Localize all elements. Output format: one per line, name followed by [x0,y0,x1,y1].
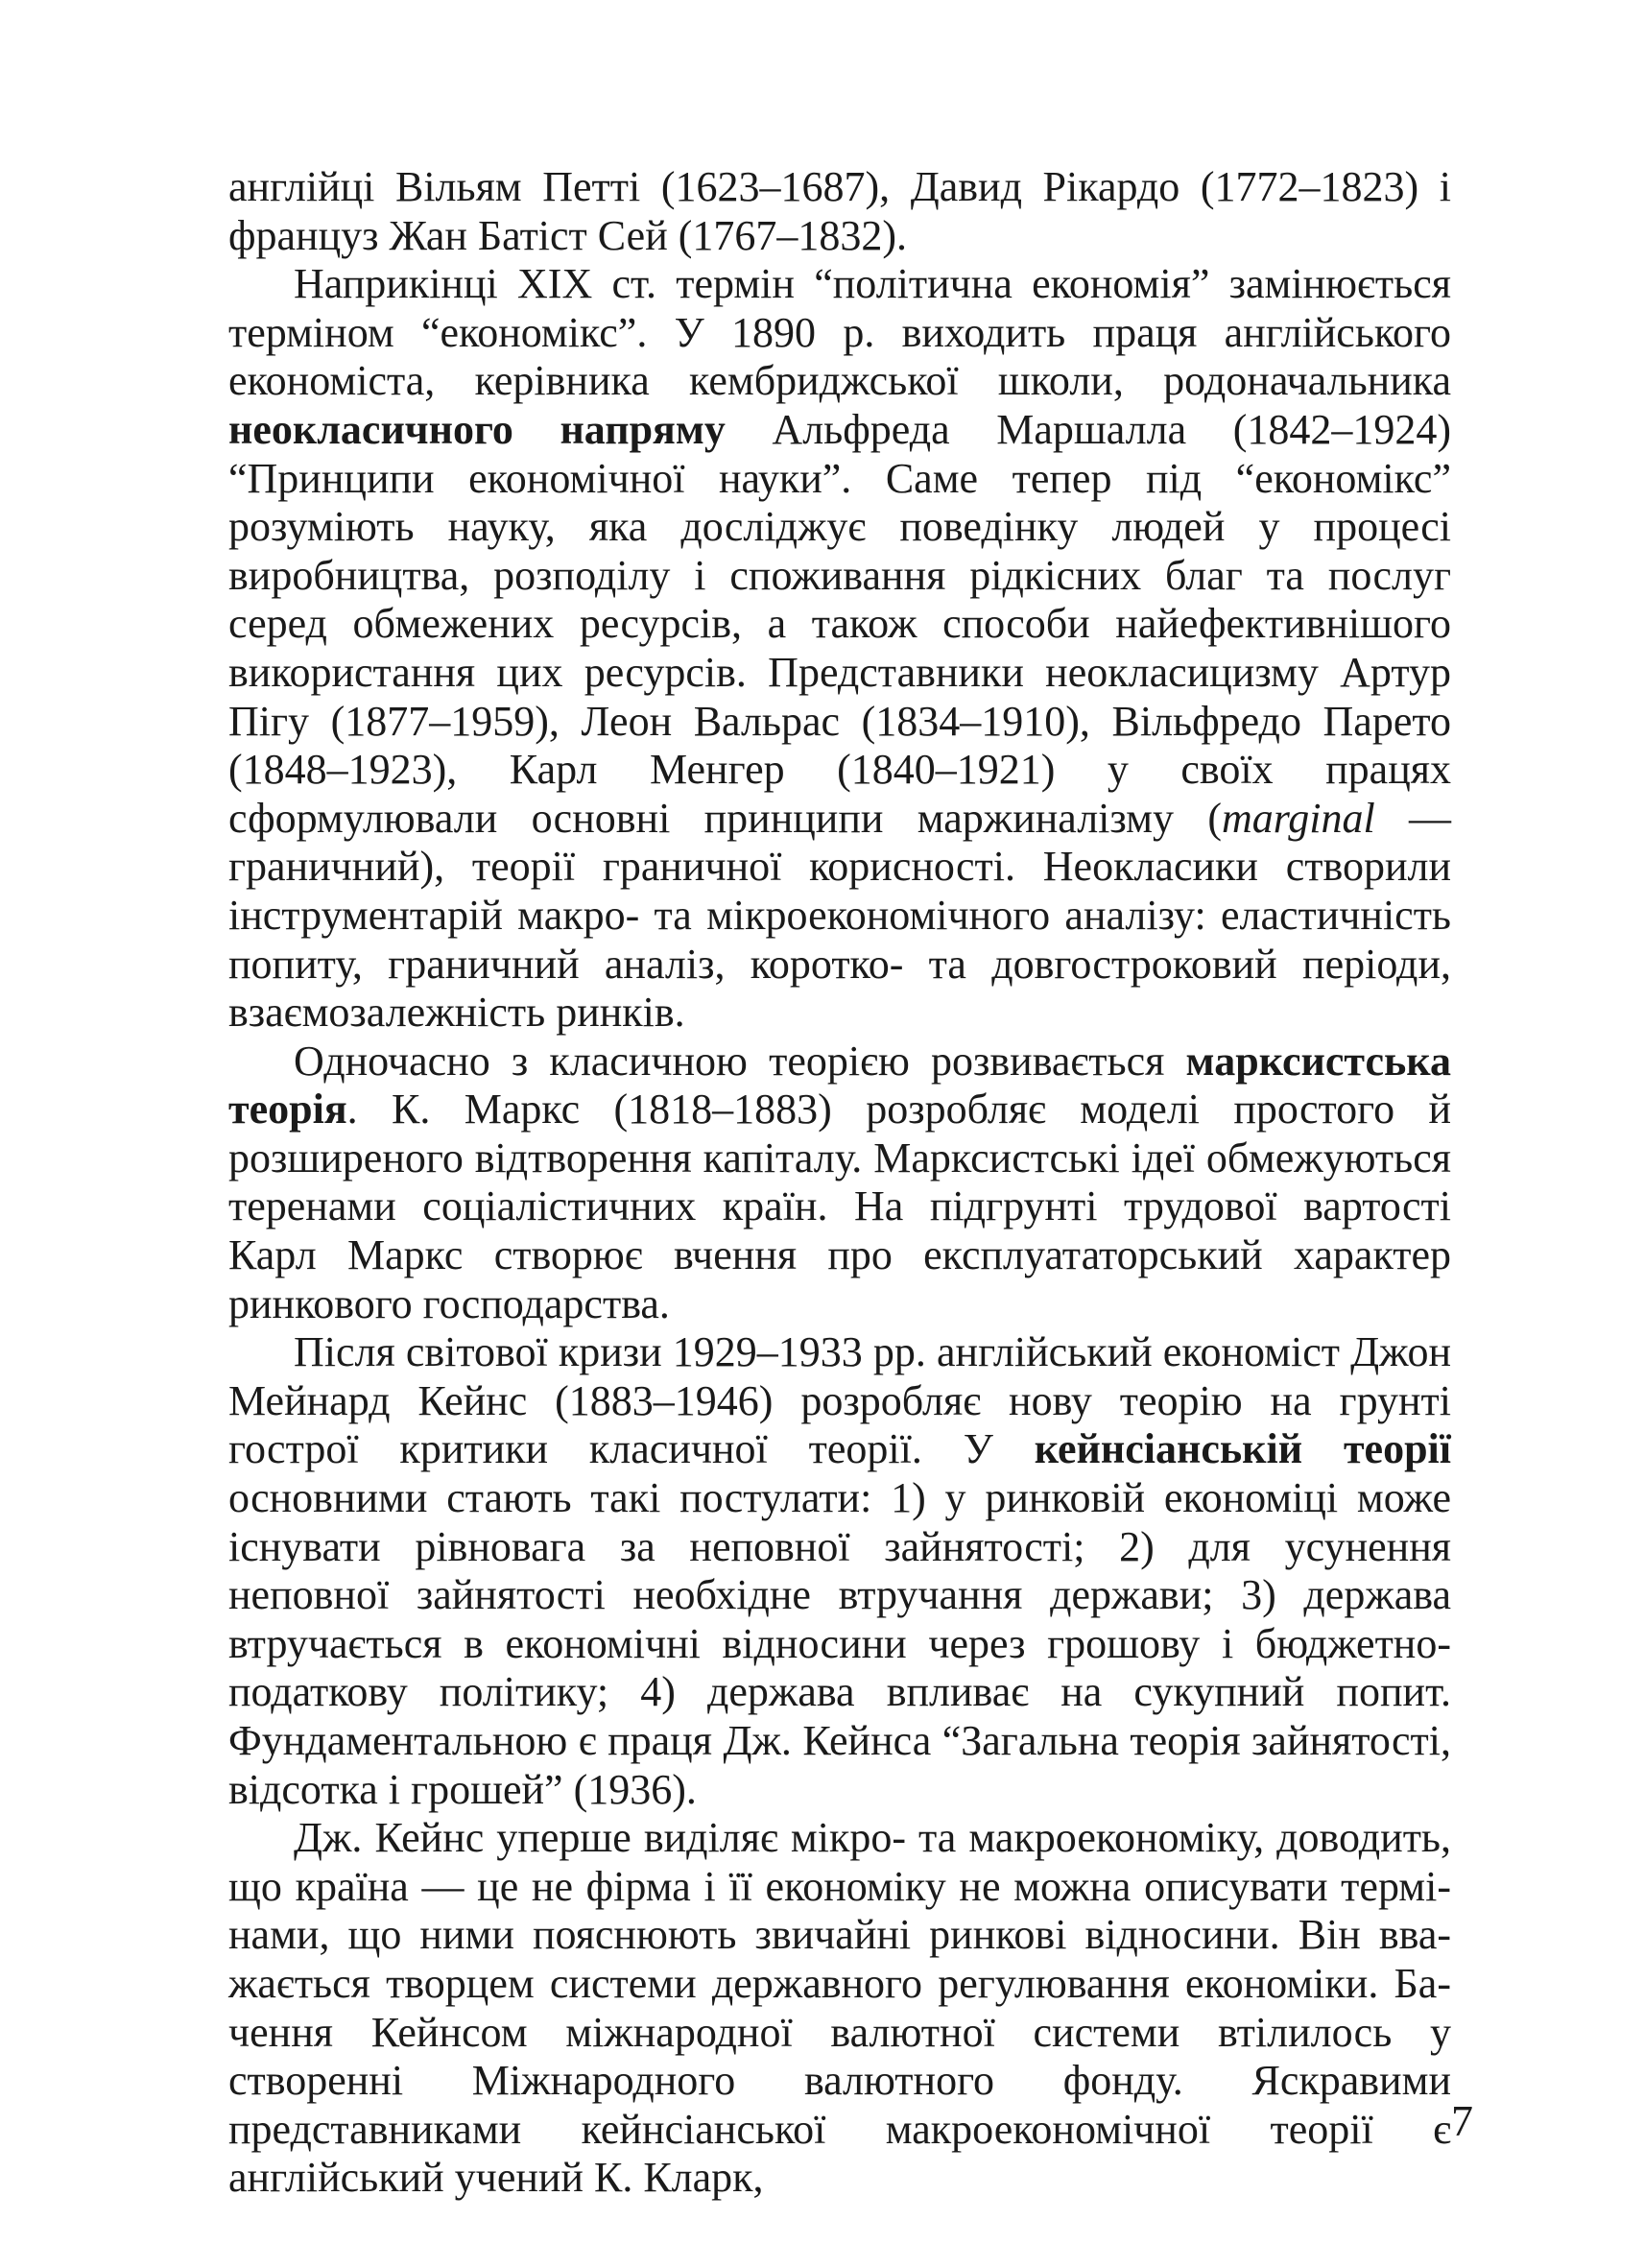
paragraph-4 [228,1328,1451,1814]
paragraph-4-text-a: Після світової кризи 1929–1933 рр. англійський економіст Джон Мейнард Кейнс (1883–1946) розробляє нову теорію на грунті гострої критики класичної теорії. У [228,1328,1451,1473]
paragraph-2-text-b: Альфреда Маршалла (1842–1924) “Принципи економічної науки”. Саме тепер під “економікс” розуміють науку, яка досліджує поведінку людей у процесі виробництва, розподілу і споживання рідкісних благ та послуг серед обмежених ресурсів, а також способи найефективнішого використання цих ресурсів. Представники неокласицизму Артур Пігу (1877–1959), Леон Вальрас (1834–1910), Вільфредо Парето (1848–1923), Карл Менгер (1840–1921) у своїх працях сформулювали основні принципи маржиналізму ( [228,405,1452,842]
paragraph-3-text-b: . К. Маркс (1818–1883) розробляє моделі простого й розширеного відтворення капіталу. Марксистські ідеї обмежуються теренами соціалістичних країн. На підгрунті трудової вартості Карл Маркс створює вчення про експлуататорський характер ринкового господарства. [228,1086,1451,1327]
paragraph-2-text-c: — граничний), теорії граничної корисності. Неокласики створили інструментарій макро- та мікроекономічного аналізу: еластичність попиту, граничний аналіз, коротко- та довгостроковий періоди, взаємозалежність ринків. [228,794,1451,1037]
paragraph-1 [228,163,1451,260]
page-number: 7 [1451,2096,1473,2145]
paragraph-4-text-b: основними стають такі постулати: 1) у ринковій економіці може існувати рівновага за неповної зайнятості; 2) для усунення неповної зайнятості необхідне втручання держави; 3) держава втручається в економічні відносини через грошову і бюджетно-податкову політику; 4) держава впливає на сукупний попит. Фундаментальною є праця Дж. Кейнса “Загальна теорія зайнятості, відсотка і грошей” (1936). [228,1474,1451,1813]
paragraph-2 [228,260,1451,1038]
term-marginal: marginal [1221,794,1375,842]
page-body [228,163,1451,2203]
term-marxist-theory: марксистська теорія [228,1037,1451,1134]
paragraph-1-text: англійці Вільям Петті (1623–1687), Давид Рікардо (1772–1823) і француз Жан Батіст Сей (1767–1832). [228,163,1451,259]
paragraph-3 [228,1038,1451,1329]
term-keynesian-theory: кейнсіанській теорії [1034,1425,1452,1473]
paragraph-3-text-a: Одночасно з класичною теорією розвивається [294,1037,1186,1085]
paragraph-5-text: Дж. Кейнс уперше виділяє мікро- та макроекономіку, доводить, що країна — це не фірма і її економіку не можна описувати термінами, що ними пояснюють звичайні ринкові відносини. Він вважається творцем системи державного регулювання економіки. Бачення Кейнсом міжнародної валютної системи втілилось у створенні Міжнародного валютного фонду. Яскравими представниками кейнсіанської макроекономічної теорії є англійський учений К. Кларк, [228,1814,1451,2202]
term-neoclassical: неокласичного напряму [228,405,726,453]
paragraph-2-text-a: Наприкінці XIX ст. термін “політична економія” замінюється терміном “економікс”. У 1890 р. виходить праця англійського економіста, керівника кембриджської школи, родоначальника [228,260,1451,405]
paragraph-5 [228,1814,1451,2203]
